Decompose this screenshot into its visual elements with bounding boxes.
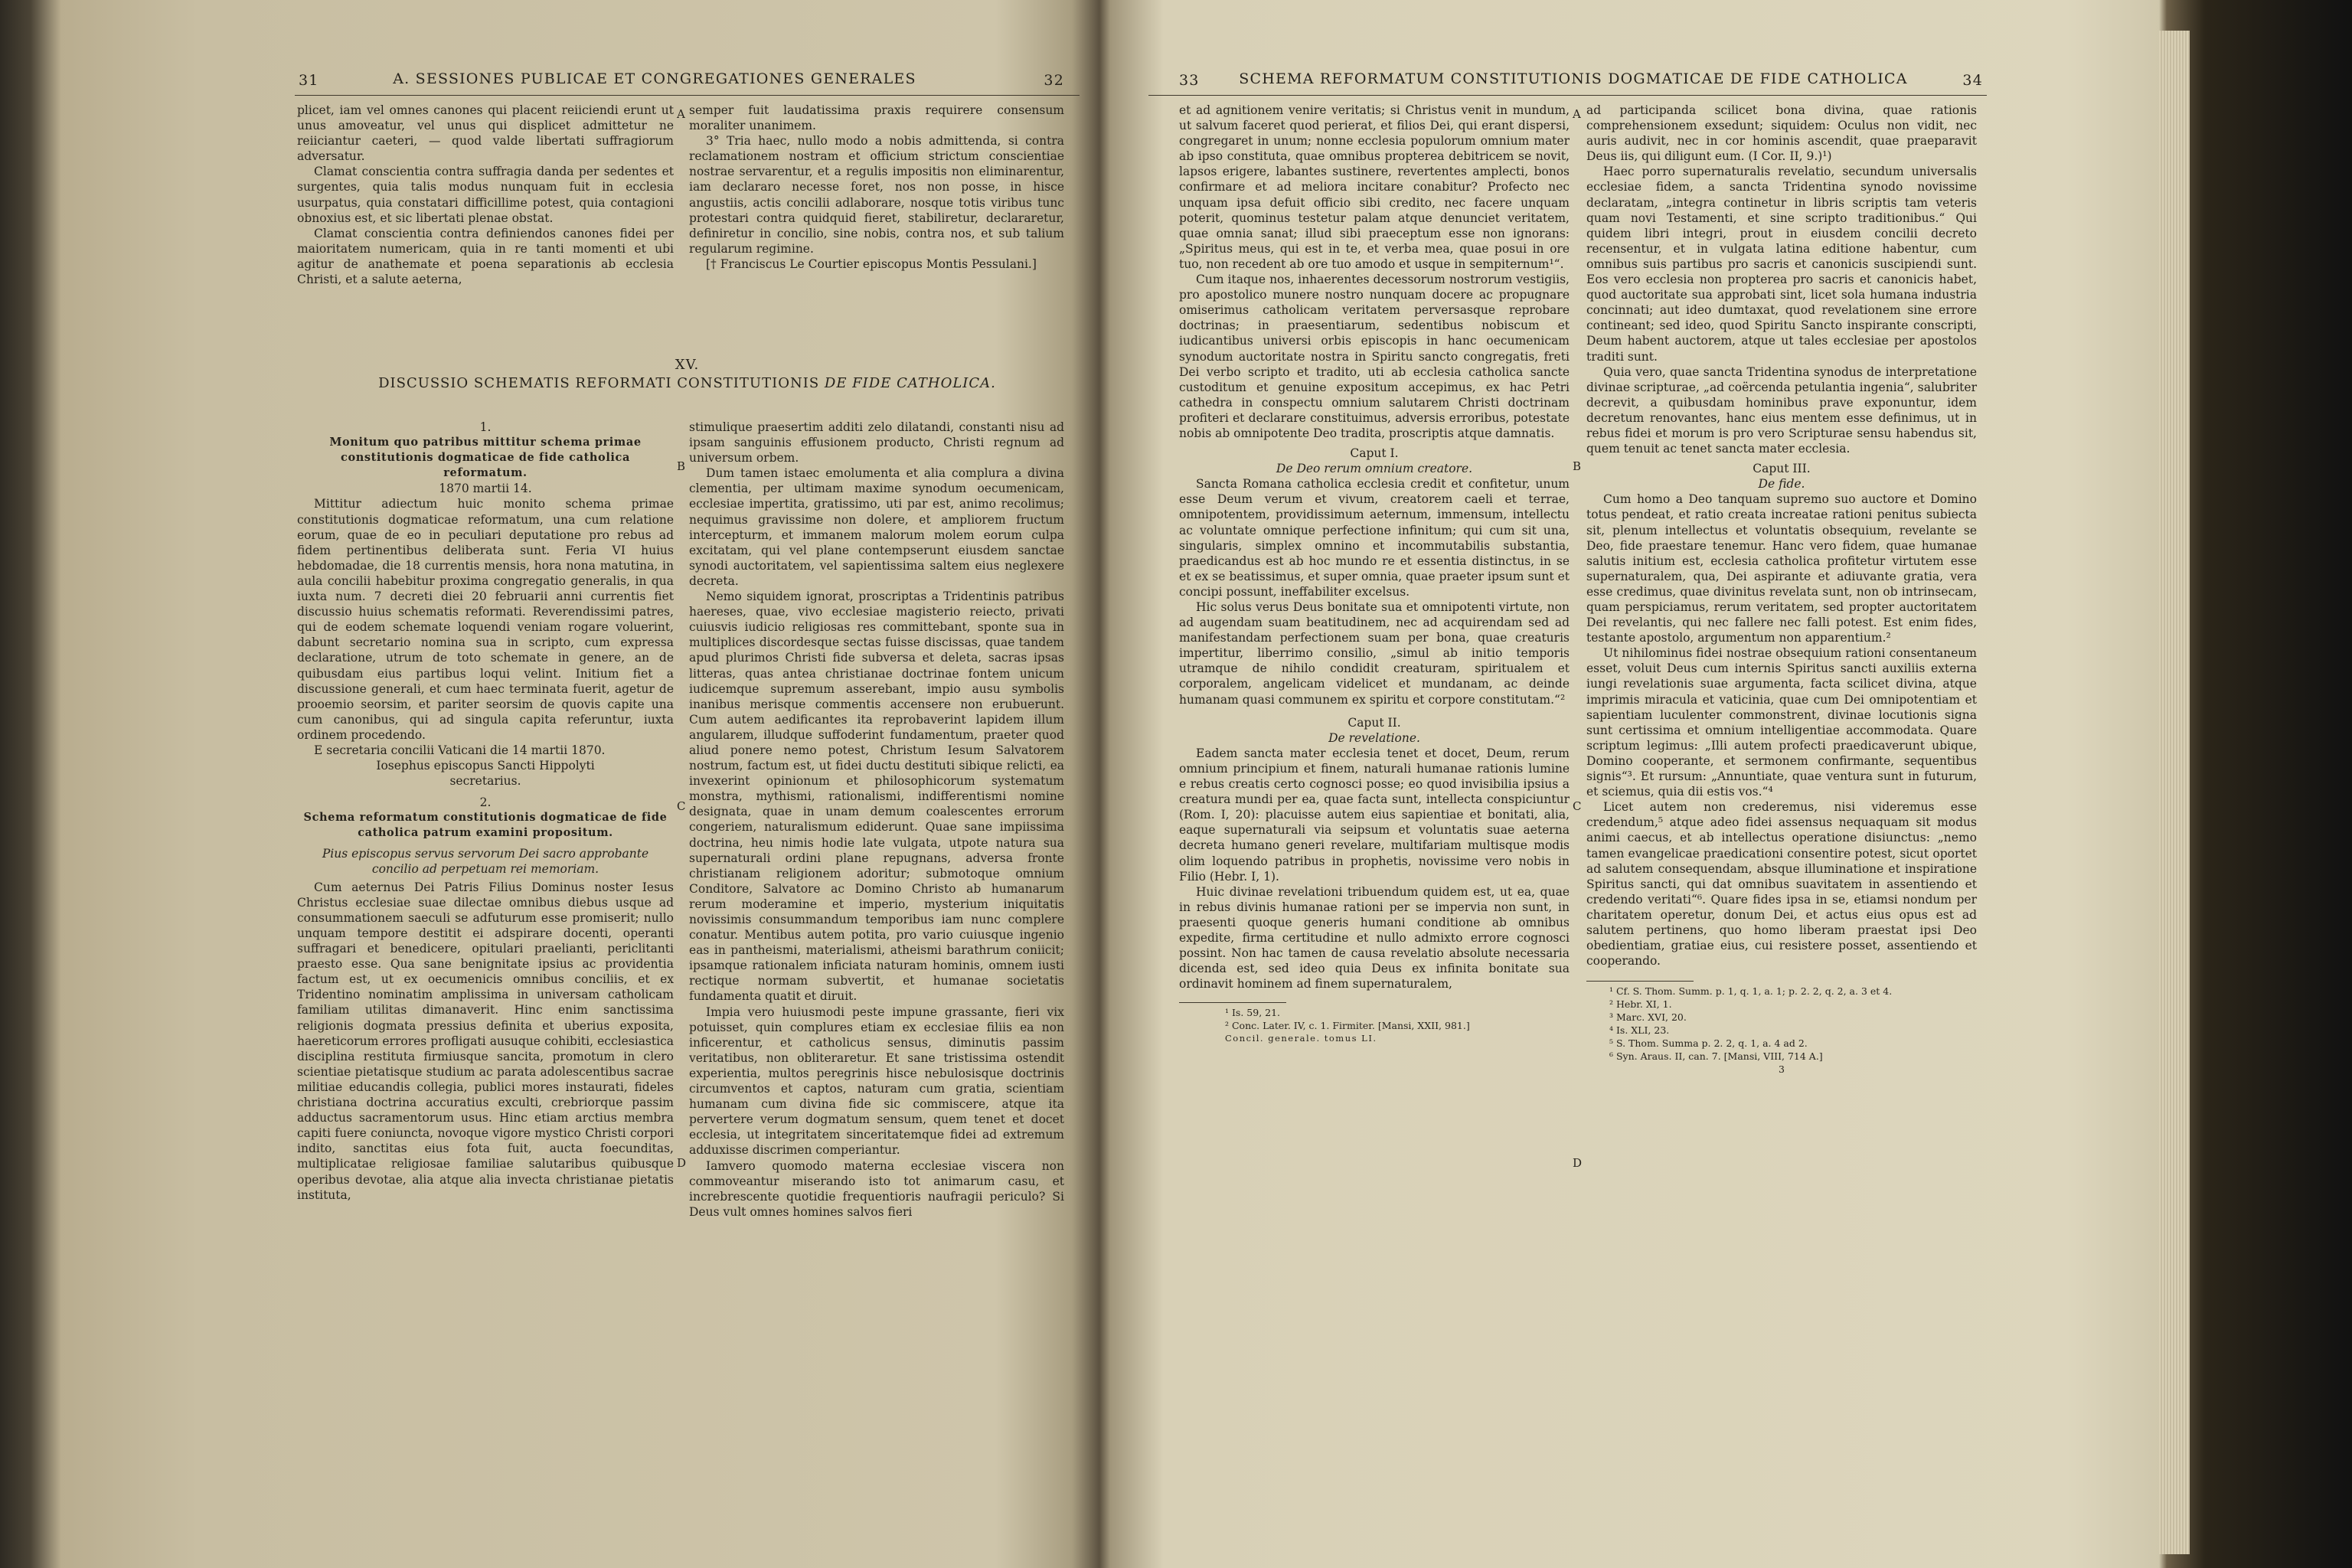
margin-letter: A xyxy=(677,107,685,121)
paragraph: Cum homo a Deo tanquam supremo suo auctore et Domino totus pendeat, et ratio creata increatae rationi penitus subiecta sit, plenum intellectus et voluntatis obsequium, revelante se Deo, fide praestare tenemur. Hanc vero fidem, quae humanae salutis initium est, ecclesia catholica profitetur virtutem esse supernaturalem, qua, Dei aspirante et adiuvante gratia, vera esse credimus, quae divinitus revelata sunt, non ob intrinsecam, quam perspiciamus, rerum veritatem, sed propter auctoritatem Dei revelantis, qui nec fallere nec falli potest. Est enim fides, testante apostolo, argumentum non apparentium.² xyxy=(1586,492,1977,645)
chapter-title: De Deo rerum omnium creatore. xyxy=(1276,462,1473,476)
footnote: ³ Marc. XVI, 20. xyxy=(1609,1011,1687,1024)
left-top-column-1 xyxy=(297,103,674,287)
footnote: ¹ Is. 59, 21. xyxy=(1225,1007,1281,1019)
margin-letter: B xyxy=(677,459,686,473)
paragraph: ad participanda scilicet bona divina, quae rationis comprehensionem exsedunt; siquidem: Oculus non vidit, nec auris audivit, nec in cor hominis ascendit, quae praeparavit Deus iis, qui diligunt eum. (I Cor. II, 9.)¹) xyxy=(1586,103,1977,164)
item-number: 2. xyxy=(479,795,492,810)
paragraph: Haec porro supernaturalis revelatio, secundum universalis ecclesiae fidem, a sancta Tridentina synodo novissime declaratam, „integra continetur in libris scriptis tam veteris quam novi Testamenti, et sine scripto traditionibus.“ Qui quidem libri integri, prout in eiusdem concilii decreto recensentur, et in vulgata latina editione habentur, cum omnibus suis partibus pro sacris et canonicis suscipiendi sunt. Eos vero ecclesia non propterea pro sacris et canonicis habet, quod auctoritate sua approbati sint, licet sola humana industria concinnati; aut ideo dumtaxat, quod revelationem sine errore contineant; sed ideo, quod Spiritu Sancto inspirante conscripti, Deum habent auctorem, atque ut tales ecclesiae per apostolos traditi sunt. xyxy=(1586,165,1977,364)
margin-letter: D xyxy=(1573,1156,1583,1170)
paragraph: plicet, iam vel omnes canones qui placent reiiciendi erunt ut unus amoveatur, vel unus qui displicet admittetur ne reiiciantur caeteri, — quod valde libertati suffragiorum adversatur. xyxy=(297,103,674,164)
right-column-1 xyxy=(1179,103,1570,1045)
header-rule xyxy=(295,95,1080,96)
page-number: 33 xyxy=(1179,72,1200,89)
paragraph: Mittitur adiectum huic monito schema primae constitutionis dogmaticae reformatum, una cum relatione eorum, quae de eo in peculiari deputatione pro rebus ad fidem pertinentibus deliberata sunt. Feria VI huius hebdomadae, die 18 currentis mensis, hora nona matutina, in aula concilii habebitur proxima congregatio generalis, in qua iuxta num. 7 decreti diei 20 februarii anni currentis fiet discussio huius schematis reformati. Reverendissimi patres, qui de eodem schemate loquendi veniam rogare voluerint, dabunt secretario nomina sua in scripto, cum expressa declaratione, utrum de toto schemate in genere, an de quibusdam eius partibus loqui velint. Initium fiet a discussione generali, et cum haec terminata fuerit, agetur de prooemio seorsim, et pariter seorsim de quovis capite una cum canonibus, qui ad singula capita referuntur, iuxta ordinem procedendo. xyxy=(297,497,674,742)
footnote: ⁴ Is. XLI, 23. xyxy=(1609,1024,1670,1037)
paragraph: Impia vero huiusmodi peste impune grassante, fieri vix potuisset, quin complures etiam ex ecclesiae filiis ea non inficerentur, et catholicus sensus, diminutis passim veritatibus, non obliteraretur. Et sane tristissima ostendit experientia, multos peregrinis hisce nebulosisque doctrinis circumventos et captos, naturam cum gratia, scientiam humanam cum divina fide sic commiscere, atque ita pervertere verum dogmatum sensum, quem tenet et docet ecclesia, ut integritatem sinceritatemque fidei ad extremum adduxisse discrimen comperiantur. xyxy=(689,1004,1064,1158)
paragraph: Clamat conscientia contra definiendos canones fidei per maioritatem numericam, quia in re tanti momenti et ubi agitur de anathemate et poena separationis ab ecclesia Christi, et a salute aeterna, xyxy=(297,226,674,287)
papal-intro: Pius episcopus servus servorum Dei sacro approbante concilio ad perpetuam rei memoriam. xyxy=(322,846,649,876)
header-rule xyxy=(1148,95,1987,96)
signatory: Iosephus episcopus Sancti Hippolyti xyxy=(376,759,595,773)
paragraph: E secretaria concilii Vaticani die 14 martii 1870. xyxy=(314,743,606,757)
left-page-header xyxy=(230,57,1080,87)
right-page-header xyxy=(1148,57,1998,87)
chapter-title: De fide. xyxy=(1758,477,1805,492)
footnote: ² Conc. Later. IV, c. 1. Firmiter. [Mansi, XXII, 981.] xyxy=(1225,1020,1470,1032)
margin-letter: C xyxy=(1573,799,1582,813)
running-title: A. SESSIONES PUBLICAE ET CONGREGATIONES GENERALES xyxy=(393,70,916,87)
chapter-title: De revelatione. xyxy=(1328,730,1420,745)
paragraph: Quia vero, quae sancta Tridentina synodus de interpretatione divinae scripturae, „ad coërcenda petulantia ingenia“, salubriter decrevit, a quibusdam hominibus prave exponuntur, idem decretum renovantes, hanc eius mentem esse definimus, ut in rebus fidei et morum is pro vero Scripturae sensu habendus sit, quem tenuit ac tenet sancta mater ecclesia. xyxy=(1586,364,1977,456)
section-number: XV. xyxy=(675,357,700,373)
paragraph: 3° Tria haec, nullo modo a nobis admittenda, si contra reclamationem nostram et officium strictum conscientiae nostrae servarentur, et a regulis impositis non eliminarentur, iam declararo necesse foret, nos non posse, in hisce angustiis, actis concilii adlaborare, nosque totis viribus tunc protestari contra quidquid fieret, stabiliretur, declararetur, definiretur in concilio, sine nobis, contra nos, et sub talium regularum regimine. xyxy=(689,134,1064,256)
sheet-signature: Concil. generale. tomus LI. xyxy=(1225,1033,1377,1044)
item-number: 1. xyxy=(479,420,492,434)
paragraph: Licet autem non crederemus, nisi videremus esse credendum,⁵ atque adeo fidei assensus nequaquam sit modus animi caecus, et ab intellectus operatione disiunctus: „nemo tamen evangelicae praedicationi consentire potest, sicut oportet ad salutem consequendam, absque illuminatione et inspiratione Spiritus sancti, qui dat omnibus suavitatem in assentiendo et credendo veritati“⁶. Quare fides ipsa in se, etiamsi nondum per charitatem operetur, donum Dei, et actus eius opus est ad salutem pertinens, quo homo liberam praestat ipsi Deo obedientiam, gratiae eius, cui resistere posset, assentiendo et cooperando. xyxy=(1586,800,1977,969)
paragraph: Clamat conscientia contra suffragia danda per sedentes et surgentes, quia talis modus nunquam fuit in ecclesia usurpatus, quia constatari difficillime potest, quia contagioni obnoxius est, et sic libertati plenae obstat. xyxy=(297,165,674,225)
footnote-rule xyxy=(1586,981,1694,982)
section-title xyxy=(295,375,1080,391)
paragraph: Cum itaque nos, inhaerentes decessorum nostrorum vestigiis, pro apostolico munere nostro nunquam docere ac propugnare omiserimus catholicam veritatem perversasque reprobare doctrinas; in praesentiarum, sedentibus nobiscum et iudicantibus universi orbis episcopis in hanc oecumenicam synodum auctoritate nostra in Spiritu sancto congregatis, freti Dei verbo scripto et tradito, uti ab ecclesia catholica sancte custoditum et genuine expositum accepimus, ex hac Petri cathedra in conspectu omnium salutarem Christi doctrinam profiteri et declarare constituimus, adversis erroribus, potestate nobis ab omnipotente Deo tradita, proscriptis atque damnatis. xyxy=(1179,273,1570,440)
paragraph: semper fuit laudatissima praxis requirere consensum moraliter unanimem. xyxy=(689,103,1064,133)
footnote: ⁶ Syn. Araus. II, can. 7. [Mansi, VIII, 714 A.] xyxy=(1609,1050,1823,1063)
paragraph: Ut nihilominus fidei nostrae obsequium rationi consentaneum esset, voluit Deus cum internis Spiritus sancti auxiliis externa iungi revelationis suae argumenta, facta scilicet divina, atque imprimis miracula et vaticinia, quae cum Dei omnipotentiam et sapientiam luculenter commonstrent, divinae locutionis signa sunt certissima et omnium intelligentiae accommodata. Quare scriptum legimus: „Illi autem profecti praedicaverunt ubique, Domino cooperante, et sermonem confirmante, sequentibus signis“³. Et rursum: „Annuntiate, quae ventura sunt in futurum, et sciemus, quia dii estis vos.“⁴ xyxy=(1586,646,1977,799)
left-column-2 xyxy=(689,420,1064,1220)
footnote: ¹ Cf. S. Thom. Summ. p. 1, q. 1, a. 1; p. 2. 2, q. 2, a. 3 et 4. xyxy=(1609,985,1893,998)
page-number: 32 xyxy=(1044,72,1064,89)
left-top-column-2 xyxy=(689,103,1064,272)
paragraph: Sancta Romana catholica ecclesia credit et confitetur, unum esse Deum verum et vivum, creatorem caeli et terrae, omnipotentem, providissimum aeternum, immensum, intellectu ac voluntate omnique perfectione infinitum; qui cum sit una, singularis, simplex omnino et incommutabilis substantia, praedicandus est ab hoc mundo re et essentia distinctus, in se et ex se beatissimus, et super omnia, quae praeter ipsum sunt et concipi possunt, ineffabiliter excelsus. xyxy=(1179,477,1570,599)
running-title: SCHEMA REFORMATUM CONSTITUTIONIS DOGMATICAE DE FIDE CATHOLICA xyxy=(1239,70,1908,87)
section-title-text: DISCUSSIO SCHEMATIS REFORMATI CONSTITUTIONIS xyxy=(378,375,820,391)
monitum-heading: Monitum quo patribus mittitur schema primae constitutionis dogmaticae de fide catholica reformatum. xyxy=(329,436,642,480)
paragraph: Cum aeternus Dei Patris Filius Dominus noster Iesus Christus ecclesiae suae dilectae omnibus diebus usque ad consummationem saeculi se adfuturum esse promiserit; nullo unquam tempore destitit ei adspirare docenti, operanti suffragari et benedicere, opitulari praelianti, periclitanti praesto esse. Qua sane benignitate ipsius ac providentia factum est, ut ex oecumenicis omnibus conciliis, et ex Tridentino nominatim amplissima in universam catholicam familiam utilitas dimanaverit. Hinc enim sanctissima religionis dogmata pressius definita et uberius exposita, haereticorum errores profligati ausuque cohibiti, ecclesiastica disciplina restituta firmiusque sancita, promotum in clero scientiae pietatisque studium ac parata adolescentibus sacrae militiae educandis collegia, publici mores instaurati, fideles christiana doctrina accuratius exculti, crebriorque passim adductus sacramentorum usus. Hinc etiam arctius membra capiti fuere coniuncta, novoque vigore mystico Christi corpori indito, sanctitas eius fota fuit, aucta foecunditas, multiplicataе religiosae familiae salutaribus quibusque operibus devotae, alia atque alia invecta christianae pietatis instituta, xyxy=(297,880,674,1202)
date-line: 1870 martii 14. xyxy=(439,482,532,496)
paragraph: Dum tamen istaec emolumenta et alia complura a divina clementia, per ultimam maxime synodum oecumenicam, ecclesiae impertita, gratissimo, uti par est, animo recolimus; nequimus gravissime non dolere, et ampliorem fructum intercepturm, et immanem malorum molem eorum culpa excitatam, qui vel plane contempserunt eiusdem sanctae synodi auctoritatem, vel sapientissima saltem eius neglexere decreta. xyxy=(689,466,1064,588)
signature-note: [† Franciscus Le Courtier episcopus Montis Pessulani.] xyxy=(706,256,1037,271)
schema-heading: Schema reformatum constitutionis dogmaticae de fide catholica patrum examini propositum. xyxy=(303,811,668,840)
paragraph: Eadem sancta mater ecclesia tenet et docet, Deum, rerum omnium principium et finem, naturali humanae rationis lumine e rebus creatis certo cognosci posse; eo quod invisibilia ipsius a creatura mundi per ea, quae facta sunt, intellecta conspiciuntur (Rom. I, 20): placuisse autem eius sapientiae et bonitati, alia, eaque supernaturali via seipsum et voluntatis suae aeterna decreta humano generi revelare, multifariam multisque modis olim loquendo patribus in prophetis, novissime vero nobis in Filio (Hebr. I, 1). xyxy=(1179,746,1570,884)
margin-letter: B xyxy=(1573,459,1582,473)
left-column-1 xyxy=(297,420,674,1203)
margin-letter: D xyxy=(677,1156,687,1170)
left-page xyxy=(230,0,1080,1568)
chapter-heading: Caput II. xyxy=(1348,715,1401,730)
margin-letter: C xyxy=(677,799,686,813)
paragraph: et ad agnitionem venire veritatis; si Christus venit in mundum, ut salvum faceret quod perierat, et filios Dei, qui erant dispersi, congregaret in unum; nonne ecclesia populorum omnium mater ab ipso constituta, quae omnibus propterea debitricem se novit, lapsos erigere, labantes sustinere, revertentes amplecti, bonos confirmare et ad meliora incitare conabitur? Profecto nec unquam ipsa defuit officio sibi credito, nec facere unquam poterit, quominus testetur palam atque denunciet veritatem, quae omnia sanat; illud sibi praeceptum esse non ignorans: „Spiritus meus, qui est in te, et verba mea, quae posui in ore tuo, non recedent ab ore tuo amodo et usque in sempiternum¹“. xyxy=(1179,103,1570,271)
paragraph: Huic divinae revelationi tribuendum quidem est, ut ea, quae in rebus divinis humanae rationi per se imperviа non sunt, in praesenti quoque generis humani conditione ab omnibus expedite, firma certitudine et nullo admixto errore cognosci possint. Non hac tamen de causa revelatio absolute necessaria dicenda est, sed ideo quia Deus ex infinita bonitate sua ordinavit hominem ad finem supernaturalem, xyxy=(1179,884,1570,991)
paragraph: stimulique praesertim additi zelo dilatandi, constanti nisu ad ipsam sanguinis effusionem producto, Christi regnum ad universum orbem. xyxy=(689,420,1064,466)
sheet-number: 3 xyxy=(1779,1063,1785,1076)
footnote-rule xyxy=(1179,1002,1286,1003)
section-title-italic: DE FIDE CATHOLICA. xyxy=(824,375,996,391)
page-number: 34 xyxy=(1962,72,1983,89)
right-column-2 xyxy=(1586,103,1977,1076)
footnote: ⁵ S. Thom. Summa p. 2. 2, q. 1, a. 4 ad 2. xyxy=(1609,1037,1808,1050)
footnote: ² Hebr. XI, 1. xyxy=(1609,998,1672,1011)
signatory-title: secretarius. xyxy=(449,774,521,789)
paragraph: Hic solus verus Deus bonitate sua et omnipotenti virtute, non ad augendam suam beatitudinem, nec ad acquirendam sed ad manifestandam perfectionem suam per bona, quae creaturis impertitur, liberrimo consilio, „simul ab initio temporis utramque de nihilo condidit creaturam, spiritualem et corporalem, angelicam videlicet et mundanam, ac deinde humanam quasi communem ex spiritu et corpore constitutam.“² xyxy=(1179,600,1570,707)
right-page xyxy=(1148,0,1998,1568)
chapter-heading: Caput III. xyxy=(1753,462,1811,476)
paragraph: Nemo siquidem ignorat, proscriptas a Tridentinis patribus haereses, quae, vivo ecclesiae magisterio reiecto, privati cuiusvis iudicio religiosas res committebant, sponte sua in multiplices discordesque sectas fuisse discissas, quae tandem apud plurimos Christi fide subversa et deleta, sacras ipsas litteras, quas antea christianae doctrinae fontem unicum iudicemque supremum asserebant, impio ausu symbolis inanibus merisque commentis accensere non erubuerunt. Cum autem aedificantes ita reprobaverint lapidem illum angularem, illudque suffoderint fundamentum, praeter quod aliud ponere nemo potest, Christum Iesum Salvatorem nostrum, factum est, ut fidei ductu destituti sibique relicti, ea invexerint opinionum et philosophicorum systematum monstra, mythismi, rationalismi, indifferentismi nomine designata, quae in unam demum coalescentes errorum congeriem, naturalismum ediderunt. Quae sane impiissima doctrina, heu nimis hodie late vulgata, utpote natura sua supernaturali ordini plane repugnans, adversa fronte christianam religionem adoritur; submotoque omnium Conditore, Salvatore ac Domino Christo ab humanarum rerum moderamine et imperio, mysterium iniquitatis novissimis consummandum temporibus iam nunc complere conatur. Mentibus autem potita, pro vario cuiusque ingenio eas in pantheismi, materialismi, atheismi barathrum coniicit; ipsamque rationalem inficiata naturam hominis, omnem iusti rectique normam subvertit, et humanae societatis fundamenta quatit et diruit. xyxy=(689,590,1064,1004)
page-number: 31 xyxy=(299,72,319,89)
paragraph: Iamvero quomodo materna ecclesiae viscera non commoveantur miserando isto tot animarum casu, et increbrescente quotidie frequentioris naufragii periculo? Si Deus vult omnes homines salvos fieri xyxy=(689,1158,1064,1219)
page-edges xyxy=(2159,31,2190,1554)
chapter-heading: Caput I. xyxy=(1350,446,1399,461)
margin-letter: A xyxy=(1573,107,1581,121)
